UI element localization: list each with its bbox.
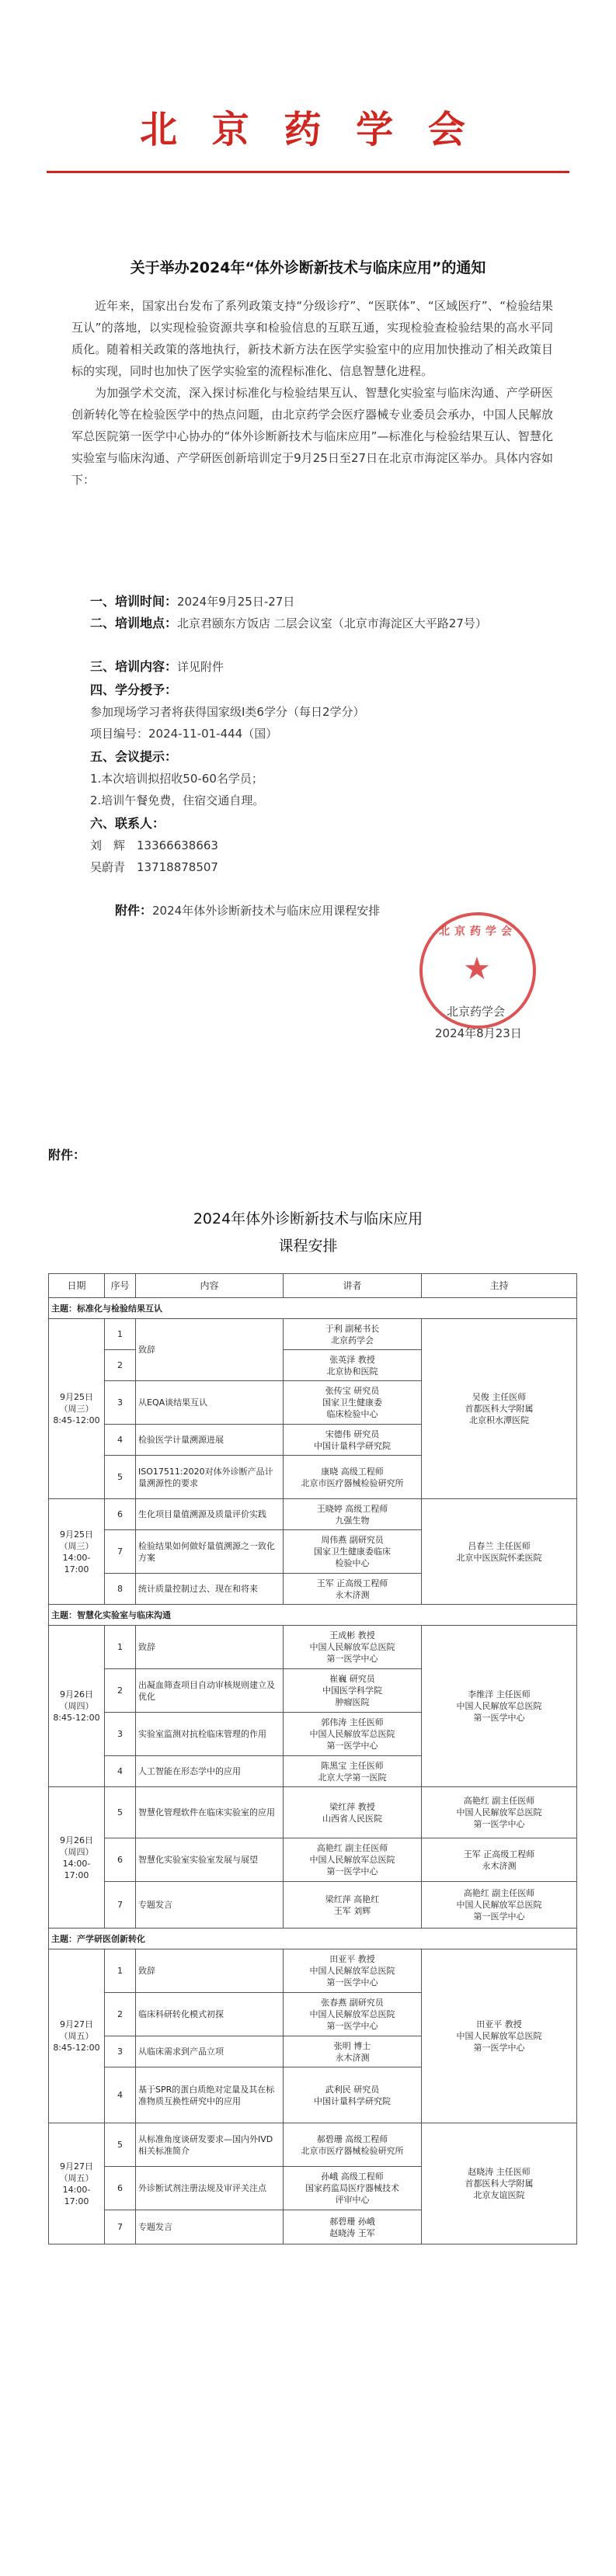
header-host: 主持: [422, 1274, 577, 1298]
host-cell: 赵晓涛 主任医师 首都医科大学附属 北京友谊医院: [422, 2123, 577, 2244]
contact-1: 刘 辉 13366638663: [90, 838, 218, 852]
intro-text: [71, 295, 553, 491]
host-cell: 吴俊 主任医师 首都医科大学附属 北京积水潭医院: [422, 1319, 577, 1499]
theme-row: [49, 1298, 577, 1319]
row-no: 3: [105, 1713, 136, 1756]
theme-title: 主题：产学研医创新转化: [49, 1929, 577, 1949]
row-no: 3: [105, 1381, 136, 1425]
row-no: 6: [105, 1838, 136, 1882]
row-speaker: 梁红萍 教授 山西省人民医院: [284, 1787, 422, 1838]
row-speaker: 王晓婷 高级工程师 九强生物: [284, 1499, 422, 1530]
date-cell: 9月27日 （周五） 8:45-12:00: [49, 1949, 105, 2123]
section-label: 五、会议提示：: [90, 749, 178, 764]
row-no: 2: [105, 1993, 136, 2036]
row-no: 7: [105, 1530, 136, 1574]
host-cell: 吕春兰 主任医师 北京中医医院怀柔医院: [422, 1499, 577, 1605]
section-label: 二、培训地点：: [90, 616, 178, 630]
row-no: 2: [105, 1350, 136, 1381]
row-content: 从标准角度谈研发要求—国内外IVD相关标准简介: [136, 2123, 284, 2167]
signature-org: 北京药学会: [447, 1005, 506, 1019]
row-speaker: 张英泽 教授 北京协和医院: [284, 1350, 422, 1381]
row-speaker: 梁红萍 高艳红 王军 刘辉: [284, 1882, 422, 1929]
row-speaker: 武利民 研究员 中国计量科学研究院: [284, 2067, 422, 2123]
row-speaker: 高艳红 副主任医师 中国人民解放军总医院 第一医学中心: [284, 1838, 422, 1882]
tip-line-2: 2.培训午餐免费，住宿交通自理。: [90, 793, 265, 807]
row-content: 实验室监测对抗栓临床管理的作用: [136, 1713, 284, 1756]
host-cell: 田亚平 教授 中国人民解放军总医院 第一医学中心: [422, 1949, 577, 2123]
row-content: 人工智能在形态学中的应用: [136, 1756, 284, 1787]
row-content: 专题发言: [136, 1882, 284, 1929]
notice-title: 关于举办2024年“体外诊断新技术与临床应用”的通知: [130, 259, 486, 276]
letterhead-rule: [47, 171, 569, 173]
row-speaker: 郭伟涛 主任医师 中国人民解放军总医院 第一医学中心: [284, 1713, 422, 1756]
host-cell: 高艳红 副主任医师 中国人民解放军总医院 第一医学中心: [422, 1787, 577, 1838]
row-speaker: 郝碧珊 孙峨 赵晓涛 王军: [284, 2210, 422, 2244]
row-no: 6: [105, 1499, 136, 1530]
row-content: 外诊断试剂注册法规及审评关注点: [136, 2167, 284, 2210]
row-no: 1: [105, 1319, 136, 1350]
table-row: [49, 1626, 577, 1669]
section-tips: [90, 747, 177, 767]
table-row: [49, 1838, 577, 1882]
row-speaker: 张传宝 研究员 国家卫生健康委 临床检验中心: [284, 1381, 422, 1425]
row-content: 出凝血筛查项目自动审核规则建立及优化: [136, 1669, 284, 1713]
row-no: 8: [105, 1574, 136, 1605]
signature-date: 2024年8月23日: [435, 1026, 522, 1040]
row-speaker: 王军 正高级工程师 永木济测: [284, 1574, 422, 1605]
table-row: [49, 1787, 577, 1838]
row-no: 5: [105, 1456, 136, 1499]
attachment-ref: [115, 901, 380, 921]
schedule-title: 2024年体外诊断新技术与临床应用: [193, 1210, 423, 1227]
credit-line-1: 参加现场学习者将获得国家级Ⅰ类6学分（每日2学分）: [90, 705, 365, 719]
section-credit: [90, 680, 177, 700]
table-header-row: [49, 1274, 577, 1298]
row-no: 4: [105, 1756, 136, 1787]
row-no: 6: [105, 2167, 136, 2210]
row-no: 4: [105, 2067, 136, 2123]
date-cell: 9月26日 （周四） 14:00-17:00: [49, 1787, 105, 1929]
section-label: 一、培训时间：: [90, 594, 178, 609]
credit-line-2: 项目编号：2024-11-01-444（国）: [90, 727, 278, 741]
host-cell: 高艳红 副主任医师 中国人民解放军总医院 第一医学中心: [422, 1882, 577, 1929]
row-speaker: 田亚平 教授 中国人民解放军总医院 第一医学中心: [284, 1949, 422, 1993]
section-contacts: [90, 814, 165, 834]
tip-line-1: 1.本次培训拟招收50-60名学员；: [90, 772, 263, 786]
row-speaker: 孙峨 高级工程师 国家药监局医疗器械技术 评审中心: [284, 2167, 422, 2210]
row-speaker: 陈黑宝 主任医师 北京大学第一医院: [284, 1756, 422, 1787]
attachment-label: 附件：: [48, 1147, 86, 1162]
section-location: [90, 613, 548, 634]
notice-page: [0, 0, 616, 1130]
row-speaker: 宋德伟 研究员 中国计量科学研究院: [284, 1425, 422, 1456]
row-content: 从EQA谈结果互认: [136, 1381, 284, 1425]
row-no: 7: [105, 1882, 136, 1929]
section-label: 六、联系人：: [90, 816, 165, 831]
row-speaker: 崔巍 研究员 中国医学科学院 肿瘤医院: [284, 1669, 422, 1713]
section-content: [90, 657, 224, 677]
table-row: [49, 1882, 577, 1929]
row-speaker: 康晓 高级工程师 北京市医疗器械检验研究所: [284, 1456, 422, 1499]
row-content: 致辞: [136, 1319, 284, 1381]
table-row: [49, 1499, 577, 1530]
theme-row: [49, 1929, 577, 1949]
section-value: 2024年9月25日-27日: [177, 595, 295, 609]
row-speaker: 郝碧珊 高级工程师 北京市医疗器械检验研究所: [284, 2123, 422, 2167]
row-speaker: 王成彬 教授 中国人民解放军总医院 第一医学中心: [284, 1626, 422, 1669]
header-speaker: 讲者: [284, 1274, 422, 1298]
row-content: 从临床需求到产品立项: [136, 2036, 284, 2067]
row-no: 5: [105, 2123, 136, 2167]
date-cell: 9月25日 （周三） 8:45-12:00: [49, 1319, 105, 1499]
seal-star-icon: ★: [463, 951, 491, 987]
theme-title: 主题：智慧化实验室与临床沟通: [49, 1605, 577, 1626]
row-content: 智慧化实验室实验室发展与展望: [136, 1838, 284, 1882]
intro-paragraph-1: 近年来，国家出台发布了系列政策支持“分级诊疗”、“医联体”、“区域医疗”、“检验结果互认”的落地，以实现检验资源共享和检验信息的互联互通，实现检验查检验结果的高水平同质化。随着相关政策的落地执行，新技术新方法在医学实验室中的应用加快推动了相关政策目标的实现，同时也加快了医学实验室的流程标准化、信息智慧化进程。: [71, 299, 553, 378]
section-time: [90, 592, 294, 612]
row-content: 专题发言: [136, 2210, 284, 2244]
theme-row: [49, 1605, 577, 1626]
row-speaker: 周伟燕 副研究员 国家卫生健康委临床 检验中心: [284, 1530, 422, 1574]
row-no: 1: [105, 1949, 136, 1993]
header-no: 序号: [105, 1274, 136, 1298]
section-label: 附件：: [115, 903, 153, 918]
schedule-table: [48, 1273, 577, 2244]
header-content: 内容: [136, 1274, 284, 1298]
contact-2: 吴蔚青 13718878507: [90, 860, 218, 874]
table-row: [49, 2123, 577, 2167]
row-speaker: 于利 副秘书长 北京药学会: [284, 1319, 422, 1350]
row-content: 统计质量控制过去、现在和将来: [136, 1574, 284, 1605]
theme-title: 主题：标准化与检验结果互认: [49, 1298, 577, 1319]
row-no: 7: [105, 2210, 136, 2244]
section-label: 四、学分授予：: [90, 682, 178, 697]
schedule-subtitle: 课程安排: [278, 1238, 338, 1255]
host-cell: 李维洋 主任医师 中国人民解放军总医院 第一医学中心: [422, 1626, 577, 1787]
intro-paragraph-2: 为加强学术交流，深入探讨标准化与检验结果互认、智慧化实验室与临床沟通、产学研医创新转化等在检验医学中的热点问题，由北京药学会医疗器械专业委员会承办，中国人民解放军总医院第一医学中心协办的“体外诊断新技术与临床应用”—标准化与检验结果互认、智慧化实验室与临床沟通、产学研医创新培训定于9月25日至27日在北京市海淀区举办。具体内容如下：: [71, 386, 553, 487]
row-content: 临床科研转化模式初探: [136, 1993, 284, 2036]
section-value: 北京君颐东方饭店 二层会议室（北京市海淀区大平路27号）: [177, 616, 487, 630]
header-date: 日期: [49, 1274, 105, 1298]
section-label: 三、培训内容：: [90, 659, 178, 674]
host-cell: 王军 正高级工程师 永木济测: [422, 1838, 577, 1882]
row-content: 智慧化管理软件在临床实验室的应用: [136, 1787, 284, 1838]
date-cell: 9月27日 （周五） 14:00-17:00: [49, 2123, 105, 2244]
date-cell: 9月25日 （周三） 14:00-17:00: [49, 1499, 105, 1605]
section-value: 详见附件: [177, 660, 224, 674]
row-no: 4: [105, 1425, 136, 1456]
org-letterhead: 北 京 药 学 会: [140, 108, 476, 151]
table-row: [49, 1319, 577, 1350]
row-content: 致辞: [136, 1626, 284, 1669]
row-content: 生化项目量值溯源及质量评价实践: [136, 1499, 284, 1530]
row-content: 致辞: [136, 1949, 284, 1993]
section-value: 2024年体外诊断新技术与临床应用课程安排: [152, 904, 381, 918]
row-content: 检验结果如何做好量值溯源之一致化方案: [136, 1530, 284, 1574]
row-no: 2: [105, 1669, 136, 1713]
row-no: 5: [105, 1787, 136, 1838]
row-content: 检验医学计量溯源进展: [136, 1425, 284, 1456]
row-content: 基于SPR的蛋白质绝对定量及其在标准物质互换性研究中的应用: [136, 2067, 284, 2123]
date-cell: 9月26日 （周四） 8:45-12:00: [49, 1626, 105, 1787]
seal-text: 北京药学会: [439, 925, 517, 938]
row-speaker: 张春燕 副研究员 中国人民解放军总医院 第一医学中心: [284, 1993, 422, 2036]
row-no: 3: [105, 2036, 136, 2067]
row-speaker: 张明 博士 永木济测: [284, 2036, 422, 2067]
row-content: ISO17511:2020对体外诊断产品计量溯源性的要求: [136, 1456, 284, 1499]
table-row: [49, 1949, 577, 1993]
row-no: 1: [105, 1626, 136, 1669]
